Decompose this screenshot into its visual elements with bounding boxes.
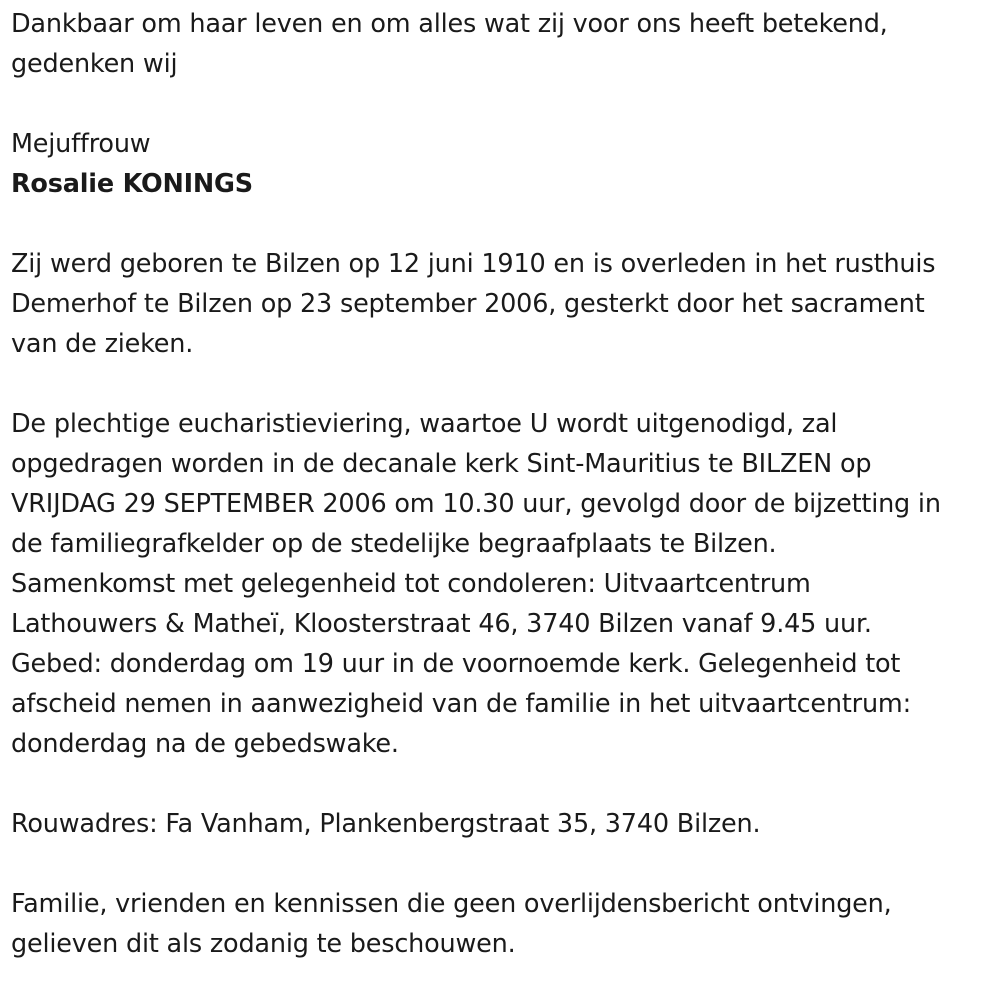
intro-line: Dankbaar om haar leven en om alles wat zij voor ons heeft betekend, bbox=[11, 9, 888, 39]
paragraph-gap bbox=[11, 204, 996, 244]
ceremony-line: VRIJDAG 29 SEPTEMBER 2006 om 10.30 uur, gevolgd door de bijzetting in bbox=[11, 489, 941, 519]
paragraph-gap bbox=[11, 764, 996, 804]
ceremony-line: De plechtige eucharistieviering, waartoe U wordt uitgenodigd, zal bbox=[11, 409, 838, 439]
honorific-title: Mejuffrouw bbox=[11, 129, 151, 159]
paragraph-gap bbox=[11, 364, 996, 404]
ceremony-line: donderdag na de gebedswake. bbox=[11, 729, 399, 759]
intro-paragraph bbox=[11, 4, 996, 84]
closing-line: gelieven dit als zodanig te beschouwen. bbox=[11, 929, 516, 959]
ceremony-line: opgedragen worden in de decanale kerk Sint-Mauritius te BILZEN op bbox=[11, 449, 872, 479]
closing-line: Familie, vrienden en kennissen die geen overlijdensbericht ontvingen, bbox=[11, 889, 892, 919]
birth-death-line: Zij werd geboren te Bilzen op 12 juni 1910 en is overleden in het rusthuis bbox=[11, 249, 936, 279]
paragraph-gap bbox=[11, 84, 996, 124]
birth-death-line: Demerhof te Bilzen op 23 september 2006, gesterkt door het sacrament bbox=[11, 289, 925, 319]
ceremony-line: Lathouwers & Matheï, Kloosterstraat 46, 3740 Bilzen vanaf 9.45 uur. bbox=[11, 609, 872, 639]
intro-line: gedenken wij bbox=[11, 49, 178, 79]
mourning-address: Rouwadres: Fa Vanham, Plankenbergstraat 35, 3740 Bilzen. bbox=[11, 809, 761, 839]
ceremony-line: de familiegrafkelder op de stedelijke begraafplaats te Bilzen. bbox=[11, 529, 777, 559]
birth-death-line: van de zieken. bbox=[11, 329, 194, 359]
deceased-name: Rosalie KONINGS bbox=[11, 169, 253, 199]
paragraph-gap bbox=[11, 844, 996, 884]
ceremony-line: afscheid nemen in aanwezigheid van de familie in het uitvaartcentrum: bbox=[11, 689, 911, 719]
obituary-document bbox=[11, 4, 996, 964]
birth-death-paragraph bbox=[11, 244, 996, 364]
closing-paragraph bbox=[11, 884, 996, 964]
ceremony-line: Gebed: donderdag om 19 uur in de voornoemde kerk. Gelegenheid tot bbox=[11, 649, 901, 679]
ceremony-line: Samenkomst met gelegenheid tot condoleren: Uitvaartcentrum bbox=[11, 569, 811, 599]
ceremony-paragraph bbox=[11, 404, 996, 764]
